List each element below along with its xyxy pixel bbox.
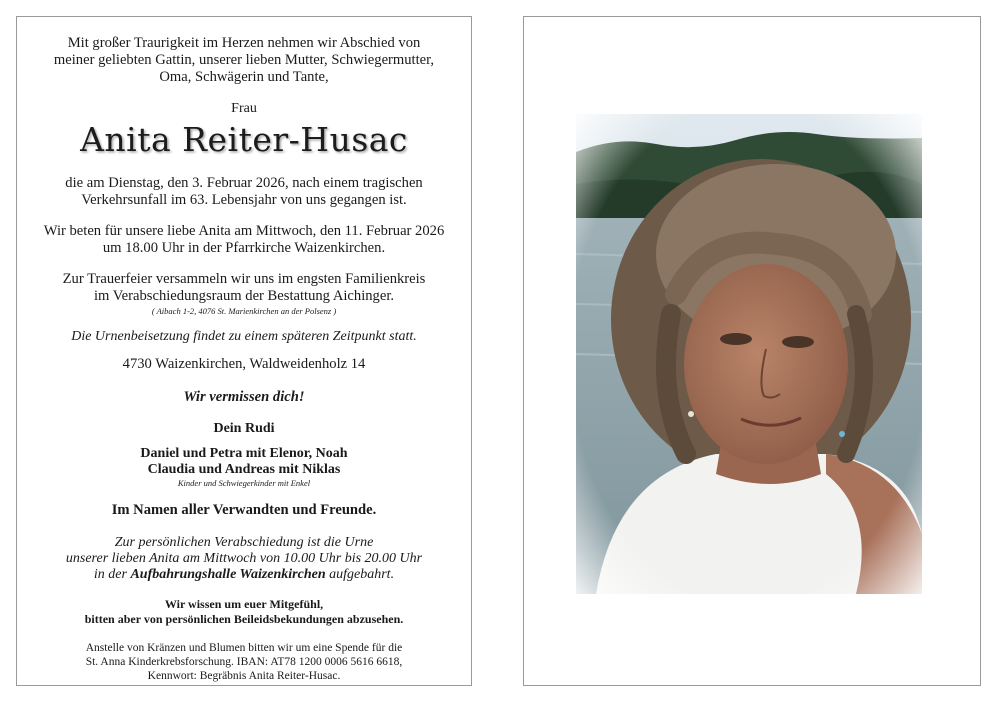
photo-panel: [523, 16, 981, 686]
children-line: Claudia und Andreas mit Niklas: [147, 462, 341, 477]
relatives-line: Im Namen aller Verwandten und Freunde.: [111, 502, 377, 518]
farewell-prefix: in der: [93, 567, 127, 582]
condolence-line: bitten aber von persönlichen Beileidsbekundungen abzusehen.: [84, 612, 404, 626]
donation-line: Anstelle von Kränzen und Blumen bitten wir um eine Spende für die: [85, 642, 403, 654]
urn-burial-note: Die Urnenbeisetzung findet zu einem späteren Zeitpunkt statt.: [71, 329, 417, 344]
funeral-address: ( Aibach 1-2, 4076 St. Marienkirchen an der Polsenz ): [151, 306, 337, 316]
children-line: Daniel und Petra mit Elenor, Noah: [140, 446, 348, 461]
intro-line: Oma, Schwägerin und Tante,: [159, 69, 329, 85]
portrait-photo: [576, 114, 922, 594]
husband-name: Dein Rudi: [213, 421, 275, 436]
condolence-line: Wir wissen um euer Mitgefühl,: [164, 597, 324, 611]
farewell-line: [17, 566, 471, 583]
farewell-place: Aufbahrungshalle Waizenkirchen: [130, 567, 326, 582]
intro-line: Mit großer Traurigkeit im Herzen nehmen wir Abschied von: [67, 35, 421, 51]
farewell-line: Zur persönlichen Verabschiedung ist die Urne: [114, 535, 374, 550]
farewell-line: unserer lieben Anita am Mittwoch von 10.00 Uhr bis 20.00 Uhr: [65, 551, 423, 566]
prayer-line: um 18.00 Uhr in der Pfarrkirche Waizenkirchen.: [102, 240, 386, 256]
funeral-line: Zur Trauerfeier versammeln wir uns im engsten Familienkreis: [62, 271, 426, 287]
donation-line: Kennwort: Begräbnis Anita Reiter-Husac.: [147, 670, 341, 682]
motto: Wir vermissen dich!: [183, 389, 305, 405]
children-caption: Kinder und Schwiegerkinder mit Enkel: [177, 478, 311, 488]
obituary-text-panel: [16, 16, 472, 686]
donation-line: St. Anna Kinderkrebsforschung. IBAN: AT78 1200 0006 5616 6618,: [85, 656, 403, 668]
funeral-line: im Verabschiedungsraum der Bestattung Aichinger.: [93, 288, 395, 304]
death-notice-line: Verkehrsunfall im 63. Lebensjahr von uns gegangen ist.: [81, 192, 407, 208]
deceased-name: Anita Reiter-Husac: [80, 120, 408, 159]
family-address: 4730 Waizenkirchen, Waldweidenholz 14: [122, 356, 366, 372]
prayer-line: Wir beten für unsere liebe Anita am Mittwoch, den 11. Februar 2026: [43, 223, 445, 239]
intro-line: meiner geliebten Gattin, unserer lieben Mutter, Schwiegermutter,: [53, 52, 435, 68]
farewell-suffix: aufgebahrt.: [329, 567, 395, 582]
death-notice-line: die am Dienstag, den 3. Februar 2026, nach einem tragischen: [65, 175, 423, 191]
salutation: Frau: [231, 101, 257, 116]
